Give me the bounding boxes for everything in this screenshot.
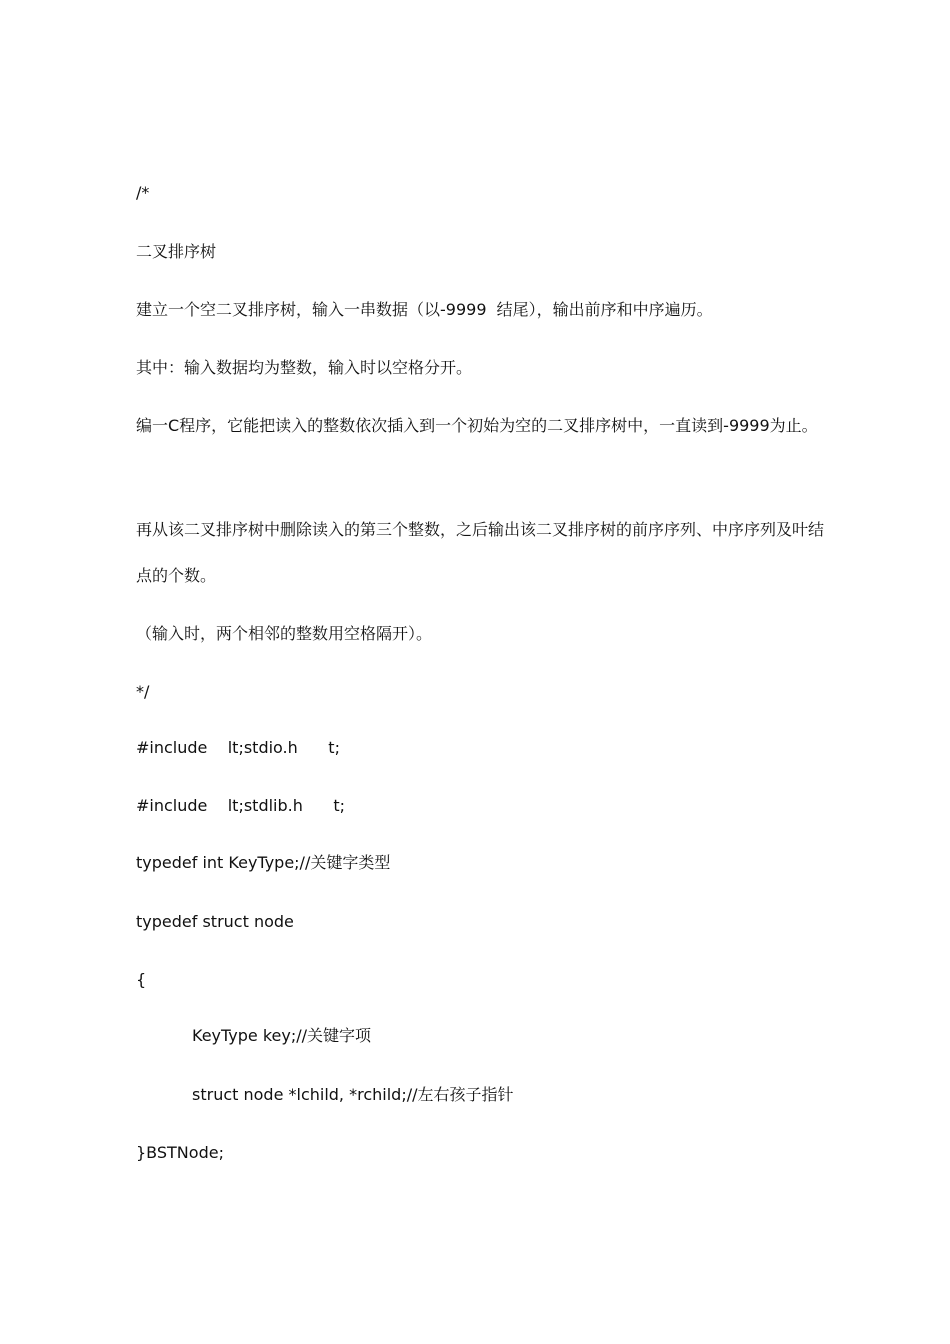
struct-field-key: KeyType key;//关键字项 <box>192 1026 372 1045</box>
typedef-struct: typedef struct node <box>136 912 294 931</box>
include-stdio: #include lt;stdio.h t; <box>136 738 340 757</box>
paragraph-3: 编一C程序，它能把读入的整数依次插入到一个初始为空的二叉排序树中，一直读到-9999为止。 <box>136 416 818 435</box>
include-stdlib: #include lt;stdlib.h t; <box>136 796 346 815</box>
paragraph-4: 再从该二叉排序树中删除读入的第三个整数，之后输出该二叉排序树的前序序列、中序序列及叶结点的个数。 <box>136 520 825 585</box>
paragraph-2: 其中：输入数据均为整数，输入时以空格分开。 <box>136 358 473 377</box>
brace-open: { <box>136 970 147 989</box>
doc-title: 二叉排序树 <box>136 242 217 261</box>
struct-field-children: struct node *lchild, *rchild;//左右孩子指针 <box>192 1085 514 1104</box>
comment-close: */ <box>136 682 150 701</box>
typedef-keytype: typedef int KeyType;//关键字类型 <box>136 853 391 872</box>
struct-close: }BSTNode; <box>136 1143 224 1162</box>
comment-open: /* <box>136 183 150 202</box>
paragraph-1: 建立一个空二叉排序树，输入一串数据（以-9999 结尾），输出前序和中序遍历。 <box>136 300 713 319</box>
paragraph-5: （输入时，两个相邻的整数用空格隔开）。 <box>136 624 433 643</box>
